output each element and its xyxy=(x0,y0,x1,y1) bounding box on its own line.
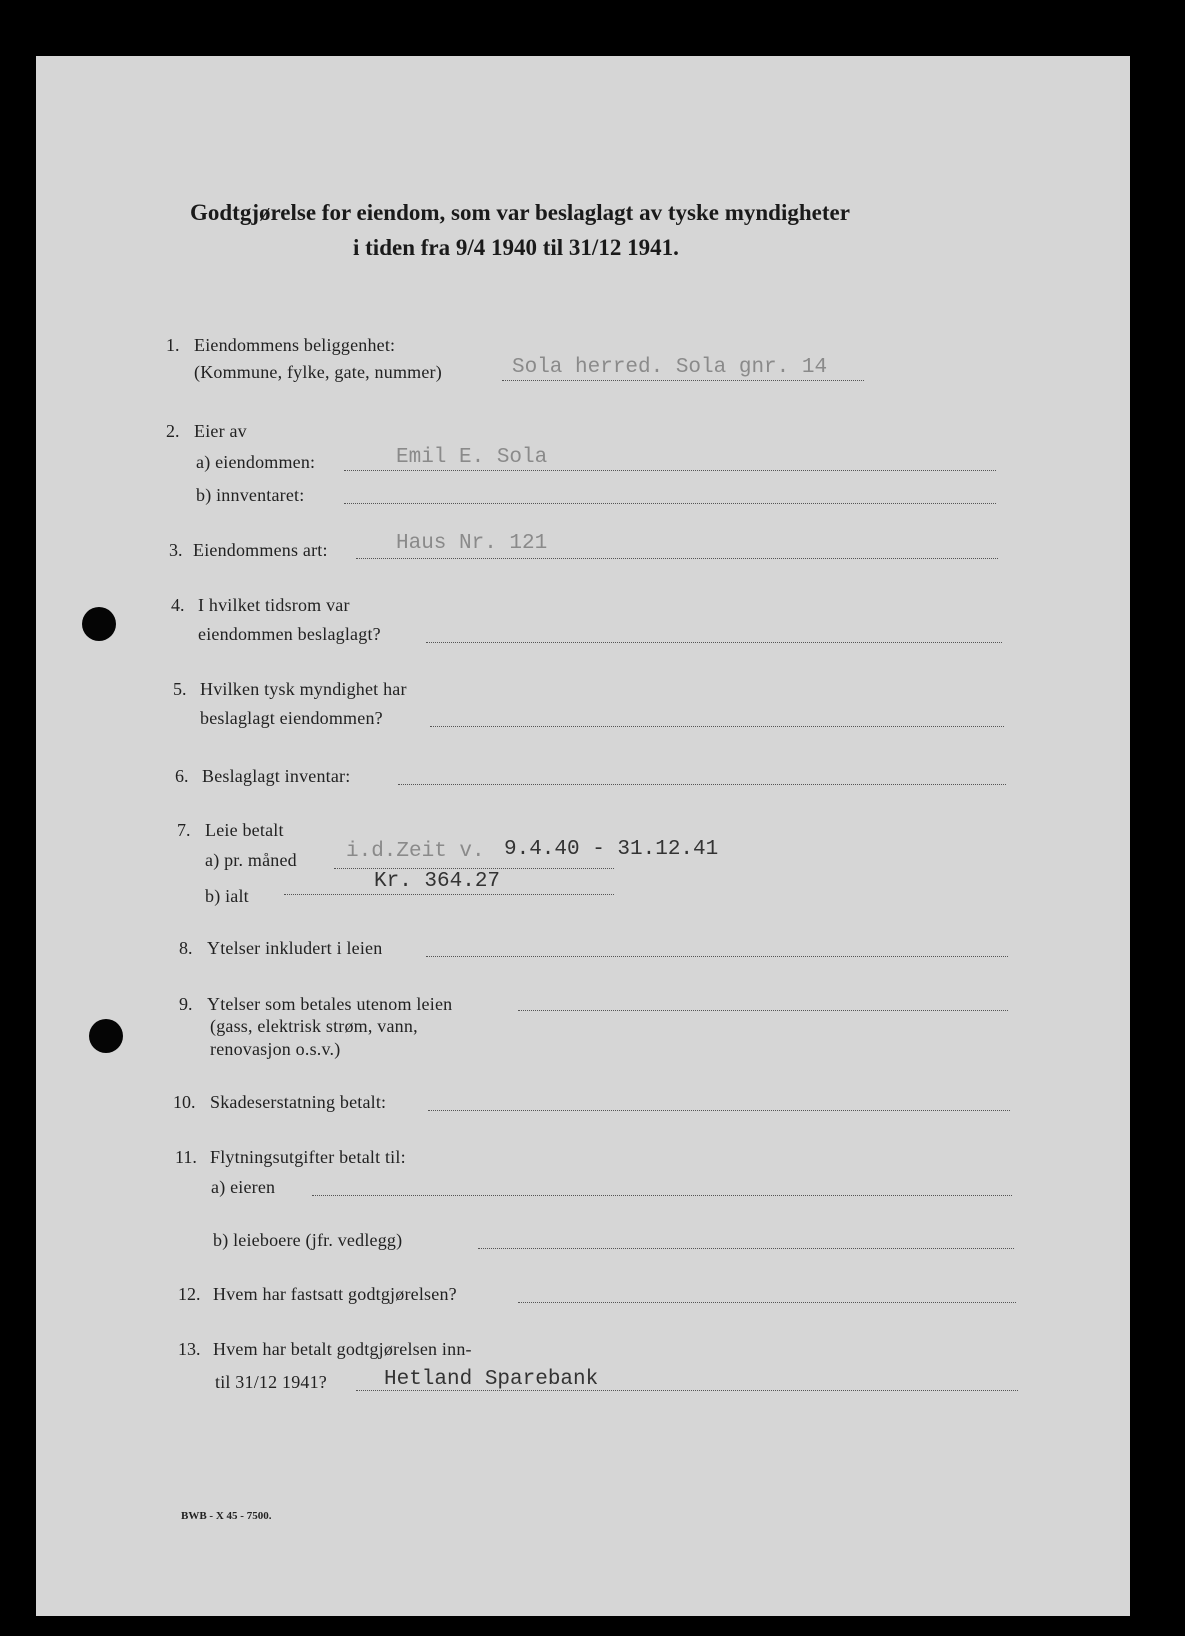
item-7a-answer-line xyxy=(334,868,614,869)
item-1-answer: Sola herred. Sola gnr. 14 xyxy=(512,356,828,379)
form-title-line1: Godtgjørelse for eiendom, som var beslaglagt av tyske myndigheter xyxy=(190,200,850,225)
item-11a-answer-line xyxy=(312,1195,1012,1196)
item-6-number: 6. xyxy=(175,766,189,786)
item-9-number: 9. xyxy=(179,994,193,1014)
item-9-label: Ytelser som betales utenom leien xyxy=(207,994,453,1014)
item-8-answer-line xyxy=(426,956,1008,957)
item-2b-answer-line xyxy=(344,503,996,504)
item-11-label: Flytningsutgifter betalt til: xyxy=(210,1147,406,1167)
item-6-answer-line xyxy=(398,784,1006,785)
item-10-answer-line xyxy=(428,1110,1010,1111)
item-13-label-sub: til 31/12 1941? xyxy=(215,1372,327,1392)
item-2b-label: b) innventaret: xyxy=(196,485,305,505)
item-6-label: Beslaglagt inventar: xyxy=(202,766,351,786)
item-8-number: 8. xyxy=(179,938,193,958)
item-2a-answer-line xyxy=(344,470,996,471)
item-7a-answer-prefix: i.d.Zeit v. xyxy=(346,840,485,863)
item-4-label: I hvilket tidsrom var xyxy=(198,595,350,615)
item-2-number: 2. xyxy=(166,421,180,441)
item-11a-label: a) eieren xyxy=(211,1177,276,1197)
item-5-number: 5. xyxy=(173,679,187,699)
item-5-label-sub: beslaglagt eiendommen? xyxy=(200,708,383,728)
item-9-answer-line xyxy=(518,1010,1008,1011)
item-2-label: Eier av xyxy=(194,421,247,441)
item-3-label: Eiendommens art: xyxy=(193,540,328,560)
printer-code: BWB - X 45 - 7500. xyxy=(181,1510,272,1522)
item-10-number: 10. xyxy=(173,1092,196,1112)
item-7b-answer: Kr. 364.27 xyxy=(374,870,501,893)
item-13-answer: Hetland Sparebank xyxy=(384,1368,599,1391)
item-2a-label: a) eiendommen: xyxy=(196,452,316,472)
item-4-label-sub: eiendommen beslaglagt? xyxy=(198,624,381,644)
item-12-number: 12. xyxy=(178,1284,201,1304)
item-7-number: 7. xyxy=(177,820,191,840)
item-7b-answer-line xyxy=(284,894,614,895)
item-10-label: Skadeserstatning betalt: xyxy=(210,1092,387,1112)
item-7-label: Leie betalt xyxy=(205,820,284,840)
item-1-label-sub: (Kommune, fylke, gate, nummer) xyxy=(194,362,442,382)
item-11-number: 11. xyxy=(175,1147,197,1167)
punch-hole-bottom xyxy=(89,1019,123,1053)
item-7b-label: b) ialt xyxy=(205,886,249,906)
item-9-label-sub1: (gass, elektrisk strøm, vann, xyxy=(210,1016,418,1036)
item-11b-label: b) leieboere (jfr. vedlegg) xyxy=(213,1230,403,1250)
item-3-number: 3. xyxy=(169,540,183,560)
item-5-label: Hvilken tysk myndighet har xyxy=(200,679,407,699)
item-7a-answer: 9.4.40 - 31.12.41 xyxy=(504,838,719,861)
item-3-answer: Haus Nr. 121 xyxy=(396,532,548,555)
item-3-answer-line xyxy=(356,558,998,559)
item-2a-answer: Emil E. Sola xyxy=(396,446,548,469)
item-12-label: Hvem har fastsatt godtgjørelsen? xyxy=(213,1284,457,1304)
item-1-answer-line xyxy=(502,380,864,381)
item-4-answer-line xyxy=(426,642,1002,643)
item-13-number: 13. xyxy=(178,1339,201,1359)
item-8-label: Ytelser inkludert i leien xyxy=(207,938,383,958)
item-5-answer-line xyxy=(430,726,1004,727)
item-1-label: Eiendommens beliggenhet: xyxy=(194,335,396,355)
item-4-number: 4. xyxy=(171,595,185,615)
form-title-line2: i tiden fra 9/4 1940 til 31/12 1941. xyxy=(353,235,679,260)
item-9-label-sub2: renovasjon o.s.v.) xyxy=(210,1039,341,1059)
item-11b-answer-line xyxy=(478,1248,1014,1249)
item-7a-label: a) pr. måned xyxy=(205,850,297,870)
punch-hole-top xyxy=(82,607,116,641)
item-1-number: 1. xyxy=(166,335,180,355)
item-12-answer-line xyxy=(518,1302,1016,1303)
item-13-label: Hvem har betalt godtgjørelsen inn- xyxy=(213,1339,472,1359)
